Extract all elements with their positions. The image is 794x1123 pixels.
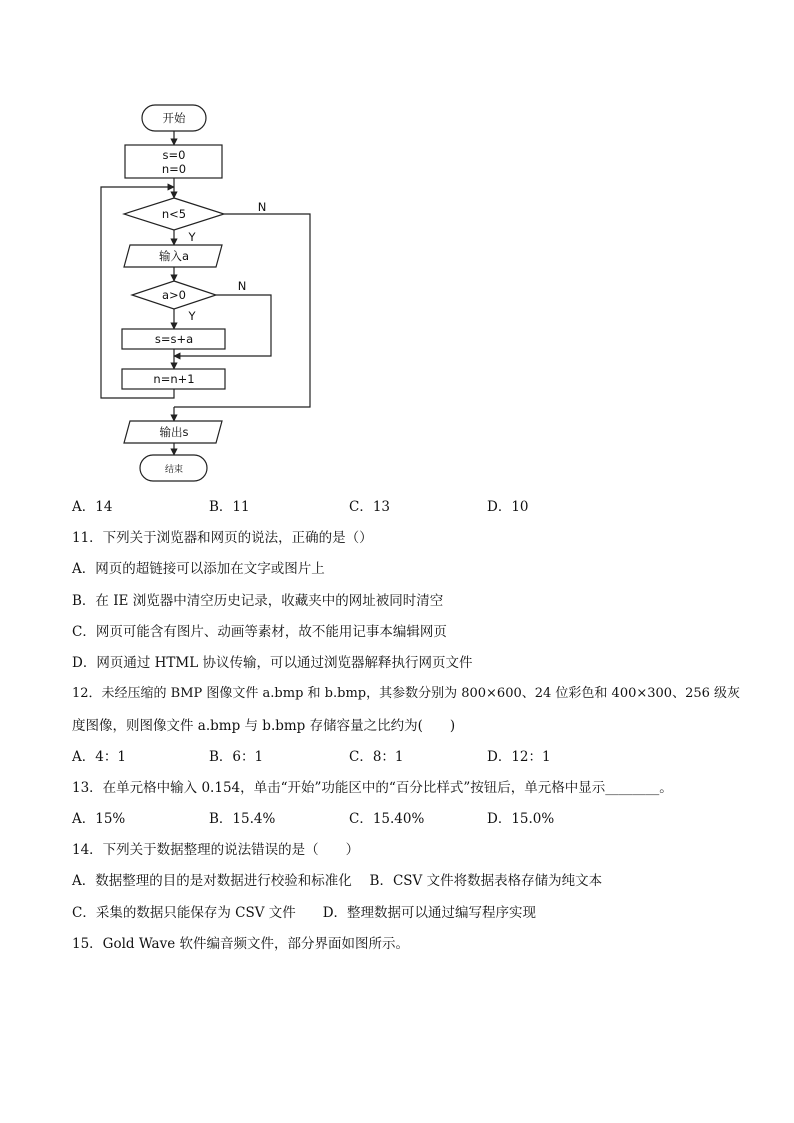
yes2-label: Y — [188, 309, 196, 323]
q11-stem: 11．下列关于浏览器和网页的说法，正确的是（） — [72, 530, 373, 546]
flowchart — [0, 0, 794, 500]
no2-label: N — [237, 279, 247, 293]
q11-option-c: C．网页可能含有图片、动画等素材，故不能用记事本编辑网页 — [72, 624, 447, 640]
q11-option-b: B．在 IE 浏览器中清空历史记录，收藏夹中的网址被同时清空 — [72, 593, 444, 609]
q12-option-b: B．6：1 — [209, 749, 264, 765]
q14-options-cd: C．采集的数据只能保存为 CSV 文件 D．整理数据可以通过编写程序实现 — [72, 905, 537, 921]
end-label: 结束 — [164, 465, 184, 475]
q12-stem-line2: 度图像，则图像文件 a.bmp 与 b.bmp 存储容量之比约为( ) — [72, 718, 456, 734]
q12-stem-line1: 12．未经压缩的 BMP 图像文件 a.bmp 和 b.bmp，其参数分别为 800×600、24 位彩色和 400×300、256 级灰 — [72, 686, 741, 701]
q12-option-a: A．4：1 — [72, 749, 126, 765]
q15-stem: 15．Gold Wave 软件编音频文件，部分界面如图所示。 — [72, 936, 409, 952]
start-label: 开始 — [162, 111, 186, 125]
init-n-label: n=0 — [161, 162, 187, 176]
input-label: 输入a — [158, 249, 190, 263]
q13-option-b: B．15.4% — [209, 811, 276, 827]
no1-label: N — [257, 200, 267, 214]
q10-option-b: B．11 — [209, 499, 250, 515]
q10-option-c: C．13 — [349, 499, 391, 515]
q10-option-a: A．14 — [72, 499, 113, 515]
yes1-label: Y — [188, 230, 196, 244]
q13-option-a: A．15% — [72, 811, 126, 827]
q12-option-c: C．8：1 — [349, 749, 404, 765]
output-label: 输出s — [159, 425, 189, 439]
cond2-label: a>0 — [162, 288, 186, 302]
assign-s-label: s=s+a — [154, 332, 194, 346]
q13-option-d: D．15.0% — [487, 811, 555, 827]
q12-option-d: D．12：1 — [487, 749, 551, 765]
assign-n-label: n=n+1 — [153, 372, 195, 386]
q14-stem: 14．下列关于数据整理的说法错误的是（ ） — [72, 842, 360, 858]
cond1-label: n<5 — [161, 207, 187, 221]
q11-option-a: A．网页的超链接可以添加在文字或图片上 — [72, 561, 325, 577]
init-s-label: s=0 — [162, 148, 186, 162]
q10-option-d: D．10 — [487, 499, 529, 515]
q13-stem: 13．在单元格中输入 0.154，单击“开始”功能区中的“百分比样式”按钮后，单元格中显示________。 — [72, 780, 673, 796]
q13-option-c: C．15.40% — [349, 811, 425, 827]
q11-option-d: D．网页通过 HTML 协议传输，可以通过浏览器解释执行网页文件 — [72, 655, 473, 671]
q14-options-ab: A．数据整理的目的是对数据进行校验和标准化 B．CSV 文件将数据表格存储为纯文本 — [72, 873, 603, 889]
